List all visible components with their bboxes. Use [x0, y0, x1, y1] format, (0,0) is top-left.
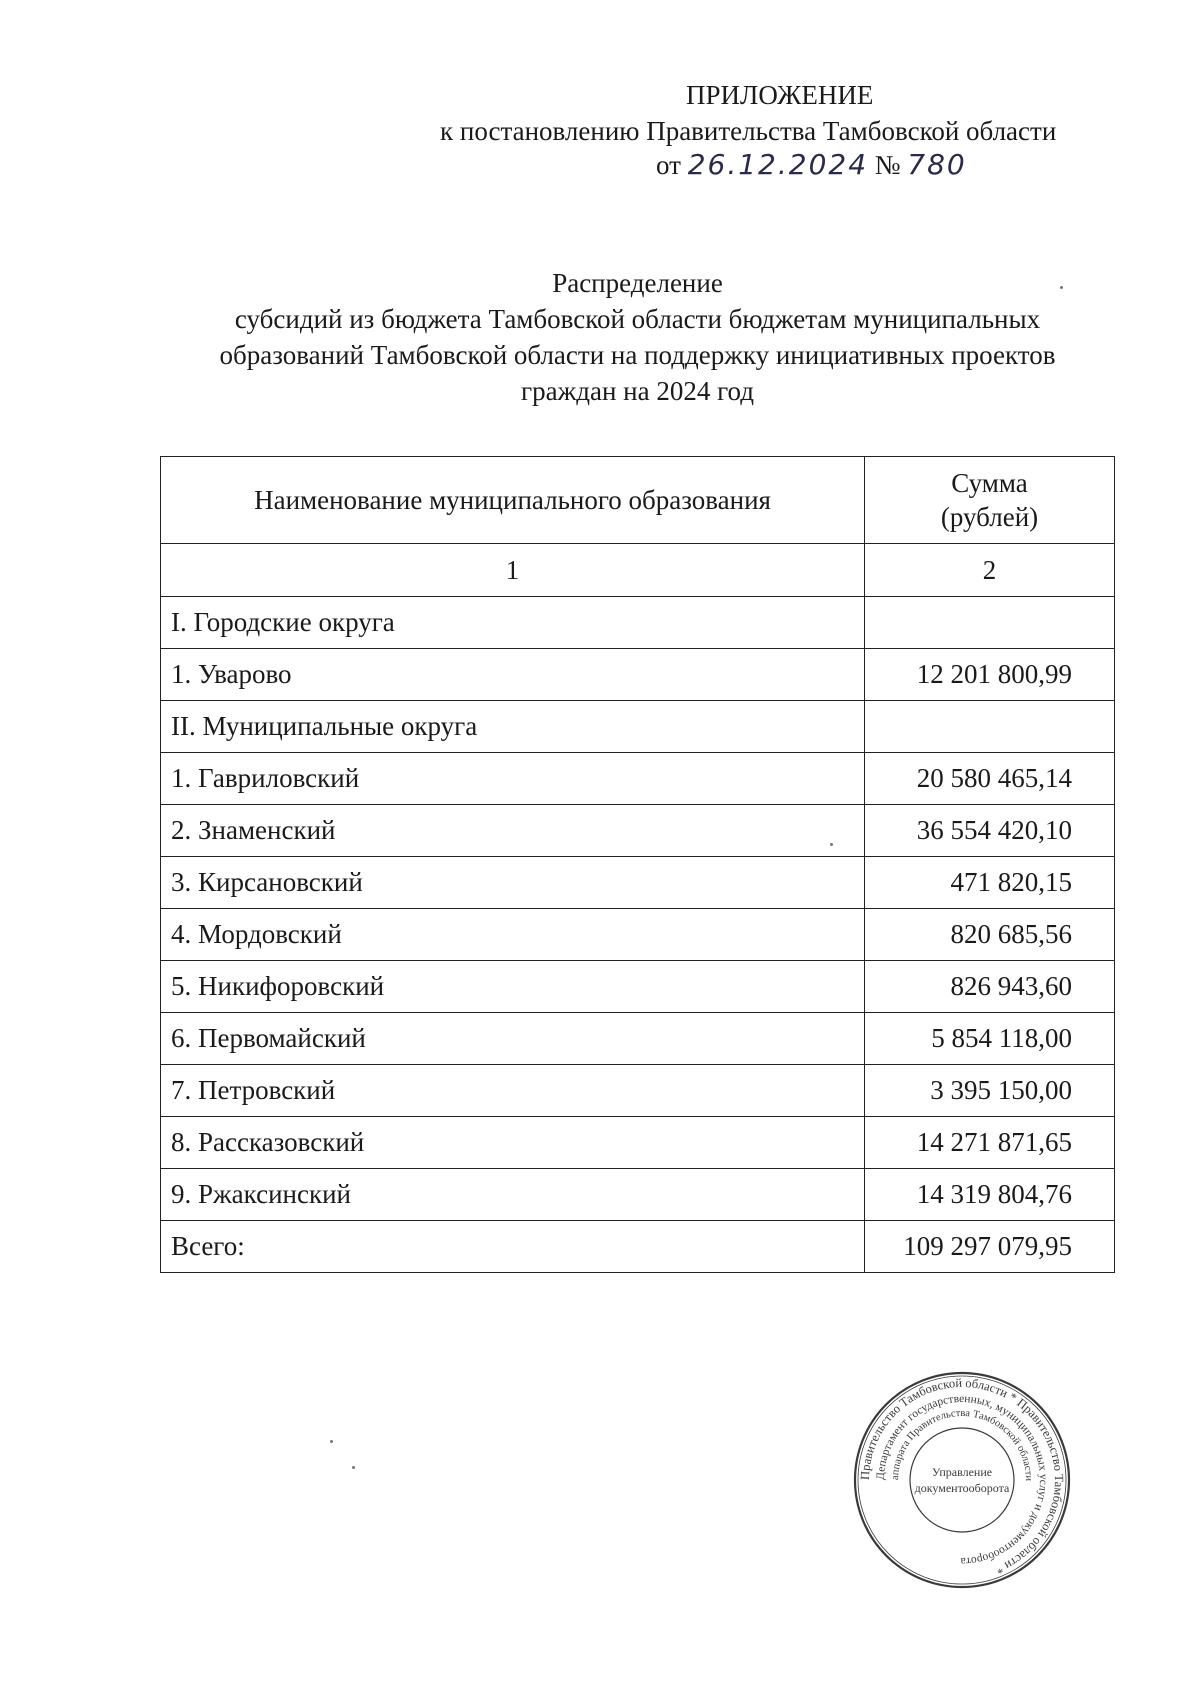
- table-row: [161, 909, 1115, 961]
- seal-middle-text: Департамент государственных, муниципальных услуг и документооборота: [874, 1392, 1050, 1568]
- official-seal-stamp: [852, 1370, 1072, 1590]
- table-row: [161, 961, 1115, 1013]
- table-row: [161, 1117, 1115, 1169]
- row-amount: 14 319 804,76: [865, 1169, 1115, 1221]
- date-prefix: от: [656, 150, 681, 180]
- table-row: [161, 805, 1115, 857]
- row-name: 5. Никифоровский: [161, 961, 865, 1013]
- row-name: 1. Гавриловский: [161, 753, 865, 805]
- appendix-date-line: [656, 148, 967, 182]
- table-row: [161, 753, 1115, 805]
- appendix-title: ПРИЛОЖЕНИЕ: [686, 80, 874, 110]
- table-row: [161, 597, 1115, 649]
- table-row: [161, 1169, 1115, 1221]
- column-header-amount-line2: (рублей): [940, 502, 1039, 532]
- scan-speck: [830, 843, 833, 846]
- row-amount: 471 820,15: [865, 857, 1115, 909]
- total-amount: 109 297 079,95: [865, 1221, 1115, 1273]
- row-amount: 12 201 800,99: [865, 649, 1115, 701]
- handwritten-date: 26.12.2024: [687, 148, 869, 181]
- column-header-amount: [865, 457, 1115, 544]
- appendix-subtitle: к постановлению Правительства Тамбовской области: [440, 116, 1057, 146]
- row-amount: 820 685,56: [865, 909, 1115, 961]
- column-header-amount-line1: Сумма: [951, 468, 1028, 498]
- column-number-2: 2: [865, 544, 1115, 597]
- scan-speck: [1060, 286, 1063, 289]
- row-name: 7. Петровский: [161, 1065, 865, 1117]
- table-header-row: [161, 457, 1115, 544]
- column-number-1: 1: [161, 544, 865, 597]
- title-line-4: граждан на 2024 год: [521, 376, 754, 406]
- row-name: 1. Уварово: [161, 649, 865, 701]
- number-prefix: №: [874, 150, 901, 180]
- table-row: [161, 701, 1115, 753]
- row-name: 6. Первомайский: [161, 1013, 865, 1065]
- row-name: 8. Рассказовский: [161, 1117, 865, 1169]
- row-amount: 826 943,60: [865, 961, 1115, 1013]
- row-amount: [865, 597, 1115, 649]
- row-name: II. Муниципальные округа: [161, 701, 865, 753]
- handwritten-number: 780: [907, 148, 967, 181]
- row-amount: [865, 701, 1115, 753]
- total-label: Всего:: [161, 1221, 865, 1273]
- seal-outer-text: Правительство Тамбовской области * Правительство Тамбовской области *: [857, 1375, 1067, 1578]
- title-line-3: образований Тамбовской области на поддержку инициативных проектов: [219, 340, 1056, 370]
- subsidy-table: [160, 456, 1115, 1273]
- table-row: [161, 857, 1115, 909]
- scan-speck: [352, 1466, 355, 1469]
- row-amount: 5 854 118,00: [865, 1013, 1115, 1065]
- row-amount: 3 395 150,00: [865, 1065, 1115, 1117]
- title-line-1: Распределение: [552, 268, 723, 298]
- row-name: I. Городские округа: [161, 597, 865, 649]
- scan-speck: [330, 1440, 333, 1443]
- table-row: [161, 1065, 1115, 1117]
- title-line-2: субсидий из бюджета Тамбовской области бюджетам муниципальных: [234, 304, 1041, 334]
- row-name: 9. Ржаксинский: [161, 1169, 865, 1221]
- seal-center-line-2: документооборота: [914, 1481, 1010, 1495]
- table-row: [161, 1013, 1115, 1065]
- row-name: 4. Мордовский: [161, 909, 865, 961]
- total-row: [161, 1221, 1115, 1273]
- row-amount: 20 580 465,14: [865, 753, 1115, 805]
- seal-rings: [855, 1373, 1069, 1587]
- seal-inner-text: аппарата Правительства Тамбовской области: [889, 1407, 1035, 1482]
- seal-center-line-1: Управление: [931, 1465, 993, 1479]
- row-name: 3. Кирсановский: [161, 857, 865, 909]
- row-amount: 36 554 420,10: [865, 805, 1115, 857]
- row-name: 2. Знаменский: [161, 805, 865, 857]
- row-amount: 14 271 871,65: [865, 1117, 1115, 1169]
- column-number-row: [161, 544, 1115, 597]
- column-header-name: Наименование муниципального образования: [161, 457, 865, 544]
- document-title: [160, 265, 1115, 409]
- table-row: [161, 649, 1115, 701]
